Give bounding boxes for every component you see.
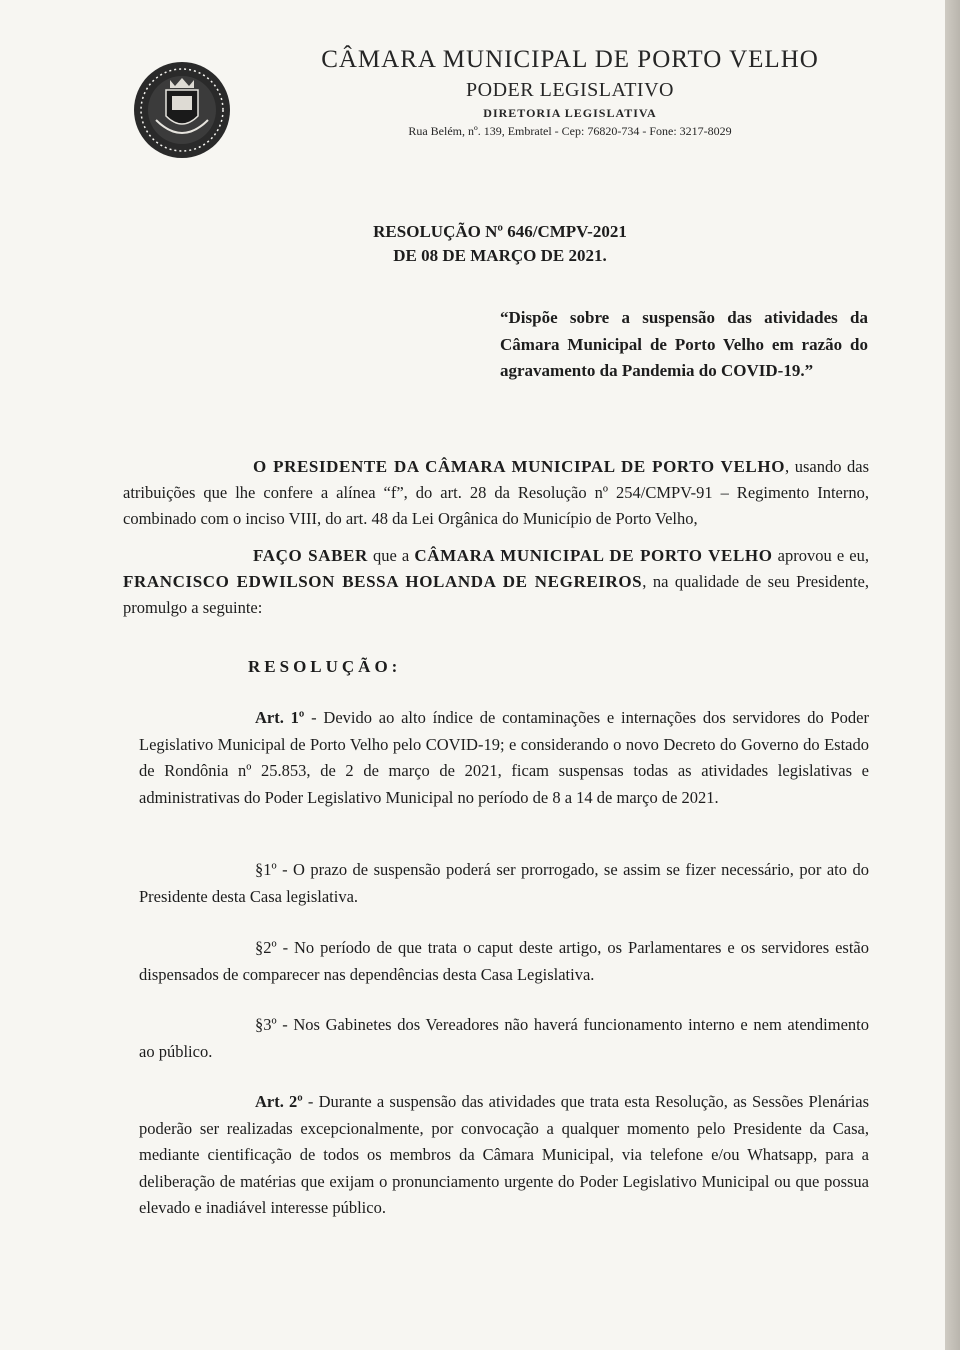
article-2-text: - Durante a suspensão das atividades que trata esta Resolução, as Sessões Plenárias poderão ser realizadas excepcionalmente, por convocação a qualquer momento pelo Presidente da Casa, mediante cientificação de todos os membros da Câmara Municipal, via telefone e/ou Whatsapp, para a deliberação de matérias que exijam o pronunciamento urgente do Poder Legislativo Municipal ou que possua elevado e inadiável interesse público. [139, 1092, 869, 1217]
paragraph-2-text: §2º - No período de que trata o caput deste artigo, os Parlamentares e os servidores estão dispensados de comparecer nas dependências desta Casa Legislativa. [139, 938, 869, 984]
paragraph-2 [139, 935, 869, 988]
department-name: DIRETORIA LEGISLATIVA [483, 106, 657, 120]
faco-text-1: que a [367, 546, 415, 565]
coat-of-arms-seal-icon [132, 60, 232, 160]
president-text: , usando das atribuições que lhe confere a alínea “f”, do art. 28 da Resolução nº 254/CMPV-91 – Regimento Interno, combinado com o inciso VIII, do art. 48 da Lei Orgânica do Município de Porto Velho, [123, 457, 869, 528]
president-title: O PRESIDENTE DA CÂMARA MUNICIPAL DE PORTO VELHO [253, 457, 786, 476]
paragraph-3 [139, 1012, 869, 1065]
faco-text-2: aprovou e eu, [772, 546, 869, 565]
article-1-text: - Devido ao alto índice de contaminações e internações dos servidores do Poder Legislativo Municipal de Porto Velho pelo COVID-19; e considerando o novo Decreto do Governo do Estado de Rondônia nº 25.853, de 2 de março de 2021, ficam suspensas todas as atividades legislativas e administrativas do Poder Legislativo Municipal no período de 8 a 14 de março de 2021. [139, 708, 869, 807]
president-name: FRANCISCO EDWILSON BESSA HOLANDA DE NEGREIROS [123, 572, 643, 591]
paragraph-1 [139, 857, 869, 910]
branch-name: PODER LEGISLATIVO [466, 79, 674, 101]
faco-text-3: , na qualidade de seu Presidente, promulgo a seguinte: [123, 572, 869, 617]
page-edge-shadow [945, 0, 960, 1350]
preamble-faco-saber [123, 543, 869, 621]
article-1-label: Art. 1º [255, 708, 305, 727]
org-name: CÂMARA MUNICIPAL DE PORTO VELHO [321, 46, 819, 73]
article-2 [139, 1089, 869, 1222]
resolution-heading: RESOLUÇÃO: [248, 657, 402, 676]
paragraph-1-text: §1º - O prazo de suspensão poderá ser prorrogado, se assim se fizer necessário, por ato do Presidente desta Casa legislativa. [139, 860, 869, 906]
article-2-label: Art. 2º [255, 1092, 303, 1111]
ementa: “Dispõe sobre a suspensão das atividades da Câmara Municipal de Porto Velho em razão do agravamento da Pandemia do COVID-19.” [500, 308, 868, 380]
preamble-president [123, 454, 869, 532]
resolution-date: DE 08 DE MARÇO DE 2021. [393, 246, 607, 265]
paragraph-3-text: §3º - Nos Gabinetes dos Vereadores não haverá funcionamento interno e nem atendimento ao público. [139, 1015, 869, 1061]
camara-name: CÂMARA MUNICIPAL DE PORTO VELHO [414, 546, 773, 565]
resolution-number: RESOLUÇÃO Nº 646/CMPV-2021 [373, 222, 627, 241]
faco-saber: FAÇO SABER [253, 546, 368, 565]
article-1 [139, 705, 869, 811]
address-line: Rua Belém, nº. 139, Embratel - Cep: 76820-734 - Fone: 3217-8029 [408, 124, 732, 138]
